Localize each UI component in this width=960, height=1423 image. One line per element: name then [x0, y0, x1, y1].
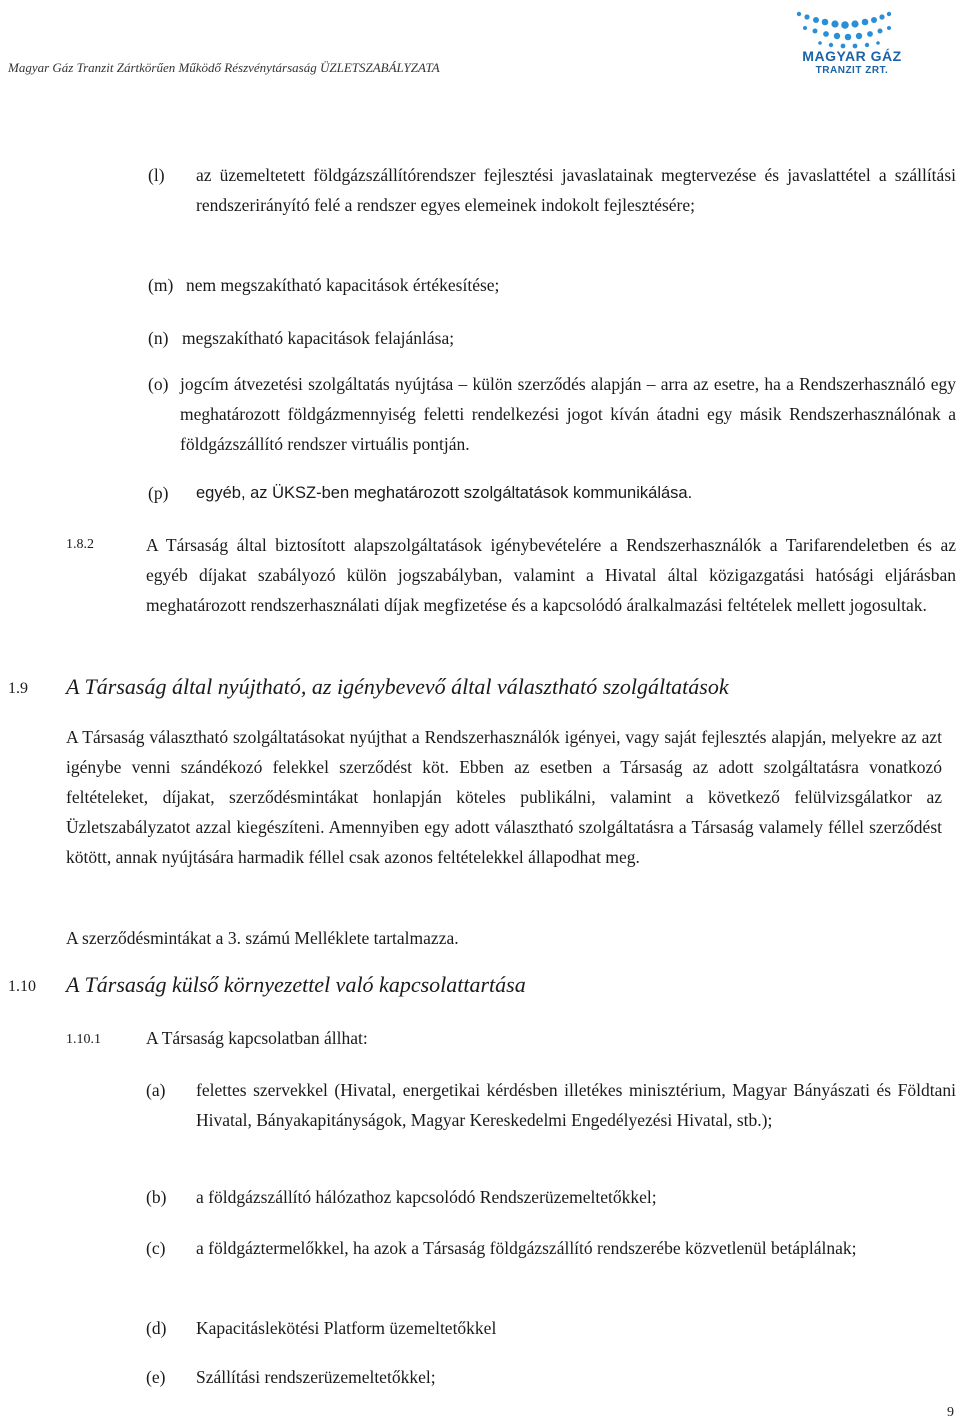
section-1-9-note: A szerződésmintákat a 3. számú Melléklete tartalmazza.	[66, 928, 459, 948]
list-item-e: Szállítási rendszerüzemeltetőkkel;	[196, 1367, 436, 1387]
logo-text-sub: TRANZIT ZRT.	[815, 65, 889, 76]
running-header: Magyar Gáz Tranzit Zártkörűen Működő Részvénytársaság ÜZLETSZABÁLYZATA	[8, 60, 440, 75]
section-1-9-paragraph: A Társaság választható szolgáltatásokat nyújthat a Rendszerhasználók igényei, vagy saját fejlesztés alapján, melyekre az azt igénybe venni szándékozó felekkel szerződést köt. Ebben az esetben a Társaság az adott szolgáltatásra vonatkozó feltételeket, díjakat, szerződésmintákat honlapján köteles publikálni, valamint a következő felülvizsgálatkor az Üzletszabályzatot azzal kiegészíteni. Amennyiben egy adott választható szolgáltatásra a Társaság valamely féllel szerződést kötött, annak nyújtására harmadik féllel csak azonos feltételekkel állapodhat meg.	[66, 727, 942, 867]
list-item-o: jogcím átvezetési szolgáltatás nyújtása – külön szerződés alapján – arra az esetre, ha a Rendszerhasználó egy meghatározott földgázmennyiség feletti rendelkezési jogot kíván átadni egy másik Rendszerhasználónak a földgázszállító rendszer virtuális pontján.	[180, 374, 956, 454]
section-number-1-10-1: 1.10.1	[66, 1032, 101, 1047]
page-number: 9	[947, 1405, 954, 1420]
section-1-8-2-text: A Társaság által biztosított alapszolgáltatások igénybevételére a Rendszerhasználók a Tarifarendeletben és az egyéb díjakat szabályozó külön jogszabályban, valamint a Hivatal által közigazgatási hatósági eljárásban meghatározott rendszerhasználati díjak megfizetése és a kapcsolódó áralkalmazási feltételek mellett jogosultak.	[146, 535, 956, 615]
section-number-1-9: 1.9	[8, 680, 28, 697]
section-1-9-title: A Társaság által nyújtható, az igénybevevő által választható szolgáltatások	[66, 674, 729, 699]
list-label-c: (c)	[146, 1238, 166, 1258]
list-label-e: (e)	[146, 1367, 166, 1387]
list-label-m: (m)	[148, 275, 174, 295]
list-item-p: egyéb, az ÜKSZ-ben meghatározott szolgáltatások kommunikálása.	[196, 484, 693, 502]
section-number-1-10: 1.10	[8, 978, 36, 995]
list-item-b: a földgázszállító hálózathoz kapcsolódó Rendszerüzemeltetőkkel;	[196, 1187, 657, 1207]
list-label-a: (a)	[146, 1080, 166, 1100]
list-item-a: felettes szervekkel (Hivatal, energetikai kérdésben illetékes minisztérium, Magyar Bányászati és Földtani Hivatal, Bányakapitányságok, Magyar Kereskedelmi Engedélyezési Hivatal, stb.);	[196, 1080, 956, 1130]
list-label-p: (p)	[148, 483, 169, 503]
section-1-10-title: A Társaság külső környezettel való kapcsolattartása	[66, 972, 526, 997]
list-label-d: (d)	[146, 1318, 167, 1338]
list-label-b: (b)	[146, 1187, 167, 1207]
list-item-n: megszakítható kapacitások felajánlása;	[182, 328, 455, 348]
list-label-o: (o)	[148, 374, 169, 394]
logo-text-main: MAGYAR GÁZ	[802, 48, 902, 64]
list-item-m: nem megszakítható kapacitások értékesítése;	[186, 275, 500, 295]
list-item-d: Kapacitáslekötési Platform üzemeltetőkkel	[196, 1318, 497, 1338]
list-item-l: az üzemeltetett földgázszállítórendszer fejlesztési javaslatainak megtervezése és javaslattétel a szállítási rendszerirányító felé a rendszer egyes elemeinek indokolt fejlesztésére;	[196, 165, 956, 215]
list-label-l: (l)	[148, 165, 165, 185]
list-item-c: a földgáztermelőkkel, ha azok a Társaság földgázszállító rendszerébe közvetlenül betáplálnak;	[196, 1238, 857, 1258]
section-number-1-8-2: 1.8.2	[66, 537, 94, 552]
list-label-n: (n)	[148, 328, 169, 348]
section-1-10-1-text: A Társaság kapcsolatban állhat:	[146, 1028, 368, 1048]
